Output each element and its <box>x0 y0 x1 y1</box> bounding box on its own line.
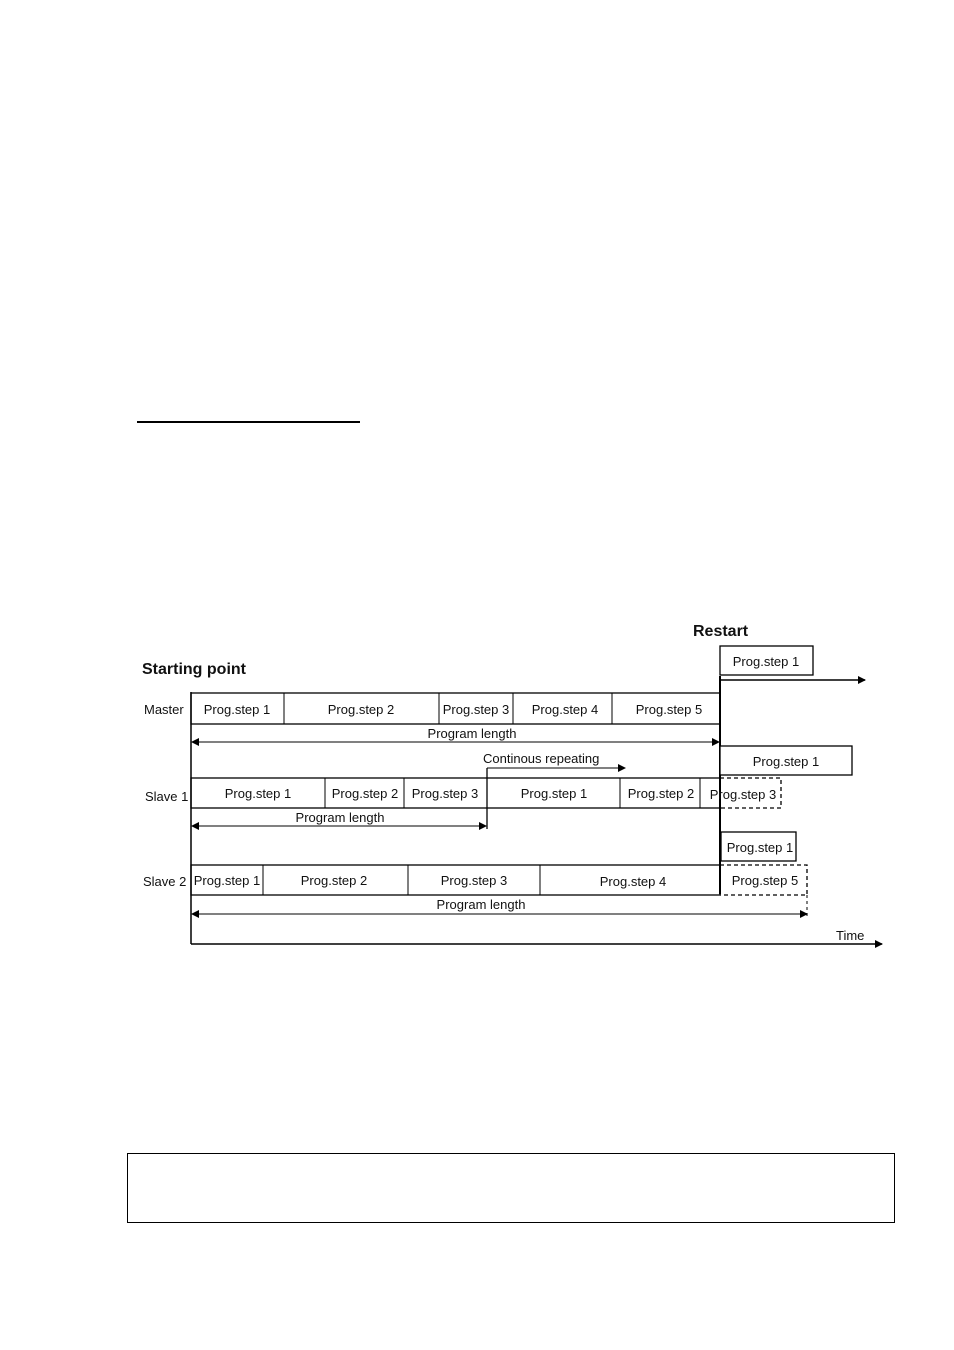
row-label-slave-1: Slave 1 <box>145 789 189 804</box>
starting-point-label: Starting point <box>142 661 246 678</box>
slave2-step: Prog.step 4 <box>599 874 667 889</box>
slave1-program-length-label: Program length <box>295 810 385 825</box>
master-step: Prog.step 1 <box>203 702 271 717</box>
note-box <box>127 1153 895 1223</box>
slave2-step: Prog.step 5 <box>731 873 799 888</box>
slave1-step: Prog.step 3 <box>709 787 777 802</box>
slave1-restart-step-label: Prog.step 1 <box>752 754 820 769</box>
section-heading-underline <box>137 421 360 423</box>
slave2-step: Prog.step 1 <box>193 873 261 888</box>
slave1-step: Prog.step 1 <box>224 786 292 801</box>
slave2-restart-step-label: Prog.step 1 <box>726 840 794 855</box>
slave1-step: Prog.step 2 <box>627 786 695 801</box>
master-step: Prog.step 3 <box>442 702 510 717</box>
slave1-step: Prog.step 1 <box>520 786 588 801</box>
slave1-step: Prog.step 2 <box>331 786 399 801</box>
master-step: Prog.step 2 <box>327 702 395 717</box>
restart-label: Restart <box>693 623 749 640</box>
master-step: Prog.step 4 <box>531 702 599 717</box>
time-axis-label: Time <box>836 928 865 943</box>
slave2-step: Prog.step 2 <box>300 873 368 888</box>
slave2-step: Prog.step 3 <box>440 873 508 888</box>
master-step: Prog.step 5 <box>635 702 703 717</box>
continuous-repeating-label: Continous repeating <box>483 751 600 766</box>
slave1-step: Prog.step 3 <box>411 786 479 801</box>
row-label-master: Master <box>144 702 184 717</box>
row-label-slave-2: Slave 2 <box>143 874 187 889</box>
program-timing-diagram <box>137 622 887 956</box>
master-restart-step-label: Prog.step 1 <box>732 654 800 669</box>
master-program-length-label: Program length <box>427 726 517 741</box>
slave2-program-length-label: Program length <box>436 897 526 912</box>
